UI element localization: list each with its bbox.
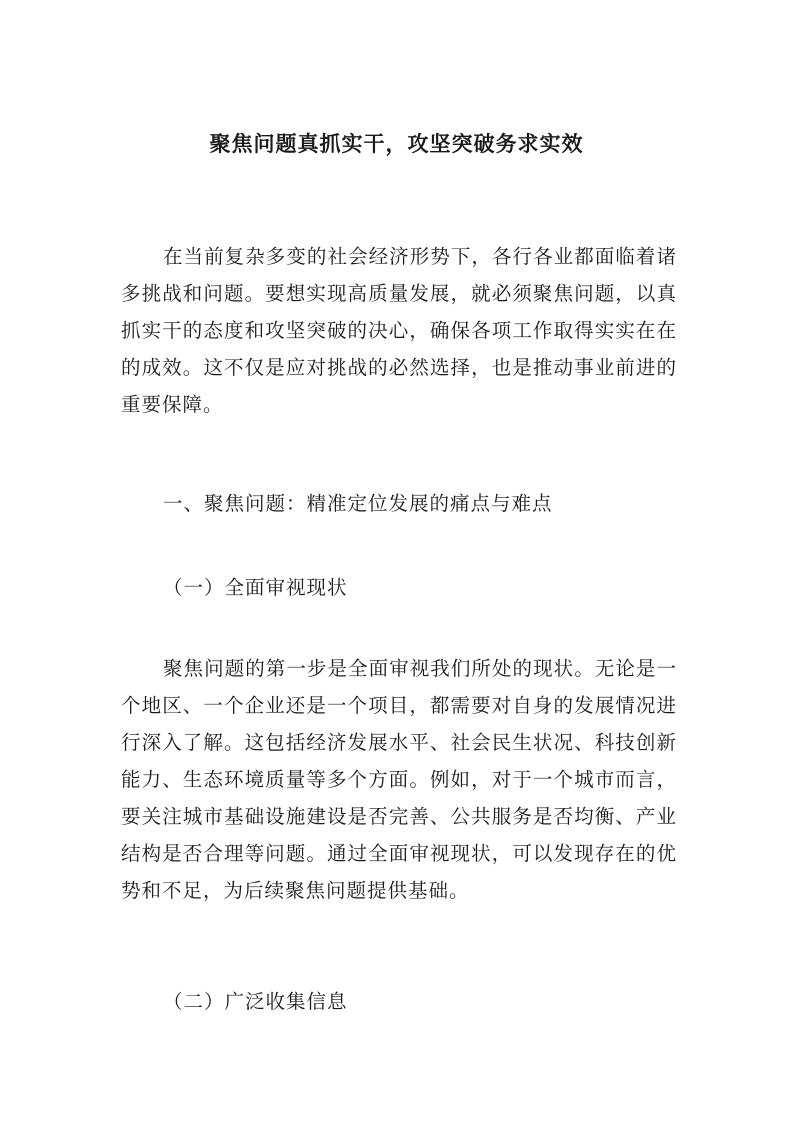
intro-paragraph: 在当前复杂多变的社会经济形势下，各行各业都面临着诸多挑战和问题。要想实现高质量发展，就必须聚焦问题，以真抓实干的态度和攻坚突破的决心，确保各项工作取得实实在在的成效。这不仅是应对挑战的必然选择，也是推动事业前进的重要保障。 xyxy=(121,245,677,416)
subsection-2-heading: （二）广泛收集信息 xyxy=(163,990,348,1013)
section-1-heading: 一、聚焦问题：精准定位发展的痛点与难点 xyxy=(163,492,553,515)
subsection-1-heading: （一）全面审视现状 xyxy=(163,576,348,599)
subsection-1-body: 聚焦问题的第一步是全面审视我们所处的现状。无论是一个地区、一个企业还是一个项目，都需要对自身的发展情况进行深入了解。这包括经济发展水平、社会民生状况、科技创新能力、生态环境质量等多个方面。例如，对于一个城市而言，要关注城市基础设施建设是否完善、公共服务是否均衡、产业结构是否合理等问题。通过全面审视现状，可以发现存在的优势和不足，为后续聚焦问题提供基础。 xyxy=(121,657,677,902)
document-title: 聚焦问题真抓实干，攻坚突破务求实效 xyxy=(209,131,584,156)
